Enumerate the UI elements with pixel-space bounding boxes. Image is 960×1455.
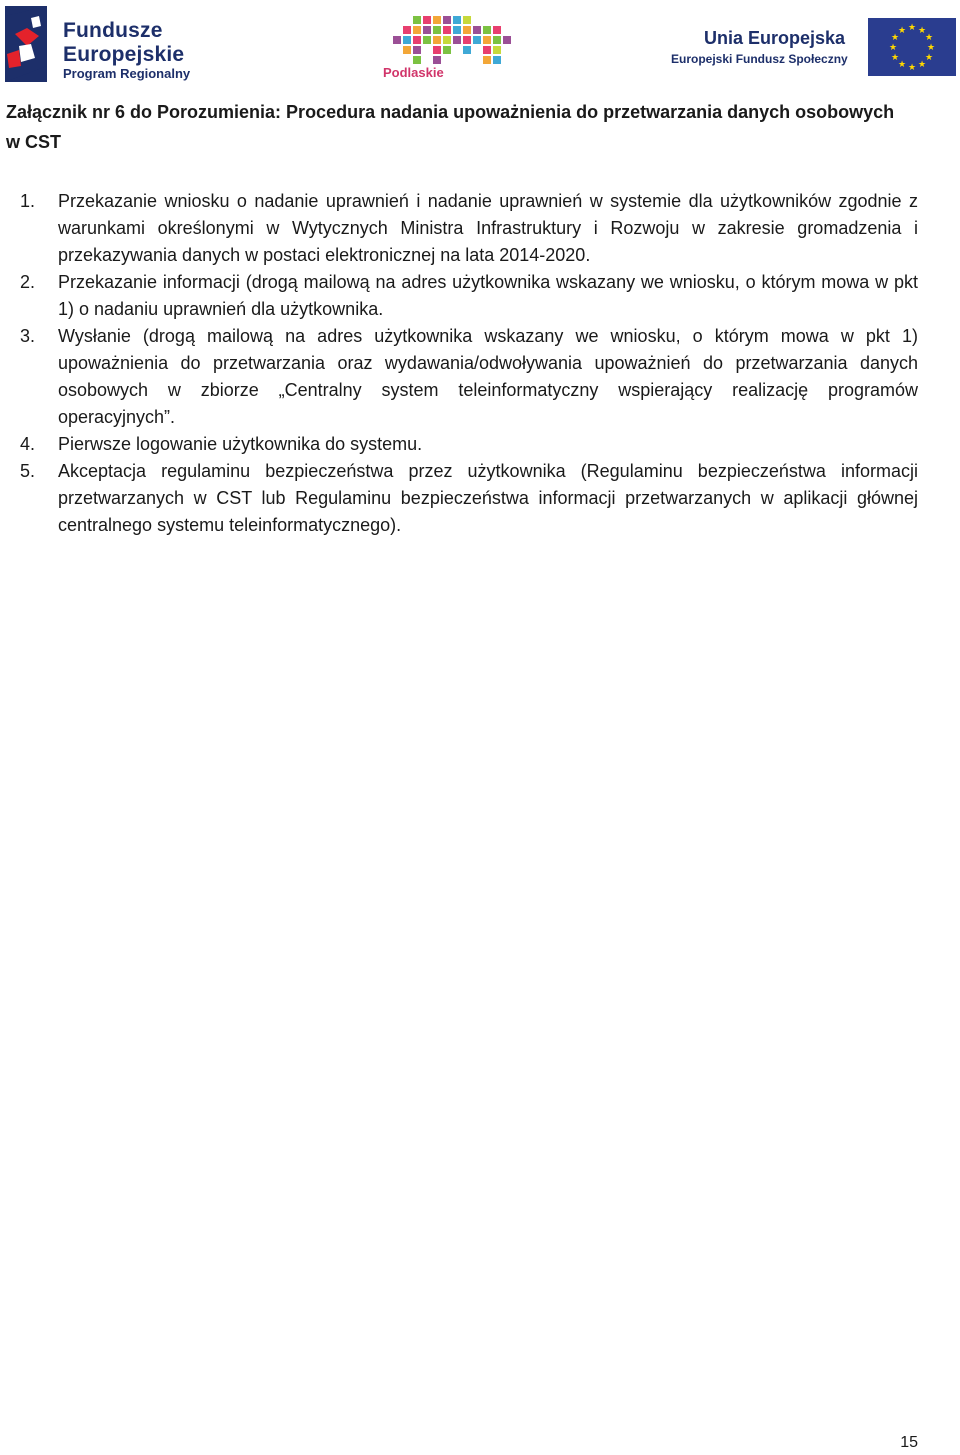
procedure-list [20,188,918,539]
svg-text:★: ★ [897,26,907,36]
list-item-number: 5. [20,461,36,481]
list-item-number: 3. [20,326,36,346]
list-item-text: Akceptacja regulaminu bezpieczeństwa przez użytkownika (Regulaminu bezpieczeństwa informacji przetwarzanych w CST lub Regulaminu bezpieczeństwa informacji przetwarzanych w aplikacji głównej centralnego systemu teleinformatycznego). [58,461,918,535]
fe-logo-line3: Program Regionalny [63,66,191,81]
list-item-number: 1. [20,191,36,211]
list-item [20,458,918,539]
svg-text:★: ★ [890,33,900,43]
svg-text:★: ★ [897,60,907,70]
list-item [20,431,918,458]
svg-text:★: ★ [924,33,934,43]
svg-text:★: ★ [888,43,898,53]
list-item-number: 4. [20,434,36,454]
fe-logo-line2: Europejskie [63,43,185,66]
svg-text:★: ★ [917,60,927,70]
svg-text:★: ★ [890,53,900,63]
document-heading: Załącznik nr 6 do Porozumienia: Procedura nadania upoważnienia do przetwarzania danych osobowych w CST [6,102,895,152]
logo-bar [0,0,960,90]
svg-text:★: ★ [926,43,936,53]
list-item-text: Wysłanie (drogą mailową na adres użytkownika wskazany we wniosku, o którym mowa w pkt 1) upoważnienia do przetwarzania oraz wydawania/odwoływania upoważnień do przetwarzania danych osobowych w zbiorze „Centralny system teleinformatyczny wspierający realizację programów operacyjnych”. [58,326,918,427]
list-item-text: Przekazanie wniosku o nadanie uprawnień i nadanie uprawnień w systemie dla użytkowników zgodnie z warunkami określonymi w Wytycznych Ministra Infrastruktury i Rozwoju w zakresie gromadzenia i przekazywania danych w postaci elektronicznej na lata 2014-2020. [58,191,918,265]
bison-mosaic-icon [383,14,513,64]
ue-logo-line2: Europejski Fundusz Społeczny [671,52,848,66]
svg-text:★: ★ [907,23,917,33]
list-item-text: Przekazanie informacji (drogą mailową na adres użytkownika wskazany we wniosku, o którym mowa w pkt 1) o nadaniu uprawnień dla użytkownika. [58,272,918,319]
podlaskie-caption: Podlaskie [383,65,444,80]
fundusze-europejskie-logo [5,6,205,82]
unia-europejska-text-logo [668,18,858,72]
list-item-number: 2. [20,272,36,292]
list-item-text: Pierwsze logowanie użytkownika do systemu. [58,434,423,454]
svg-text:★: ★ [907,63,917,73]
list-item [20,323,918,431]
ue-logo-line1: Unia Europejska [704,28,846,48]
svg-text:★: ★ [917,26,927,36]
podlaskie-logo [383,14,513,82]
svg-text:★: ★ [924,53,934,63]
fe-logo-line1: Fundusze [63,19,163,42]
page-number: 15 [900,1434,918,1451]
list-item [20,269,918,323]
list-item [20,188,918,269]
eu-flag-icon [868,18,956,76]
fe-star-icon [5,6,57,82]
